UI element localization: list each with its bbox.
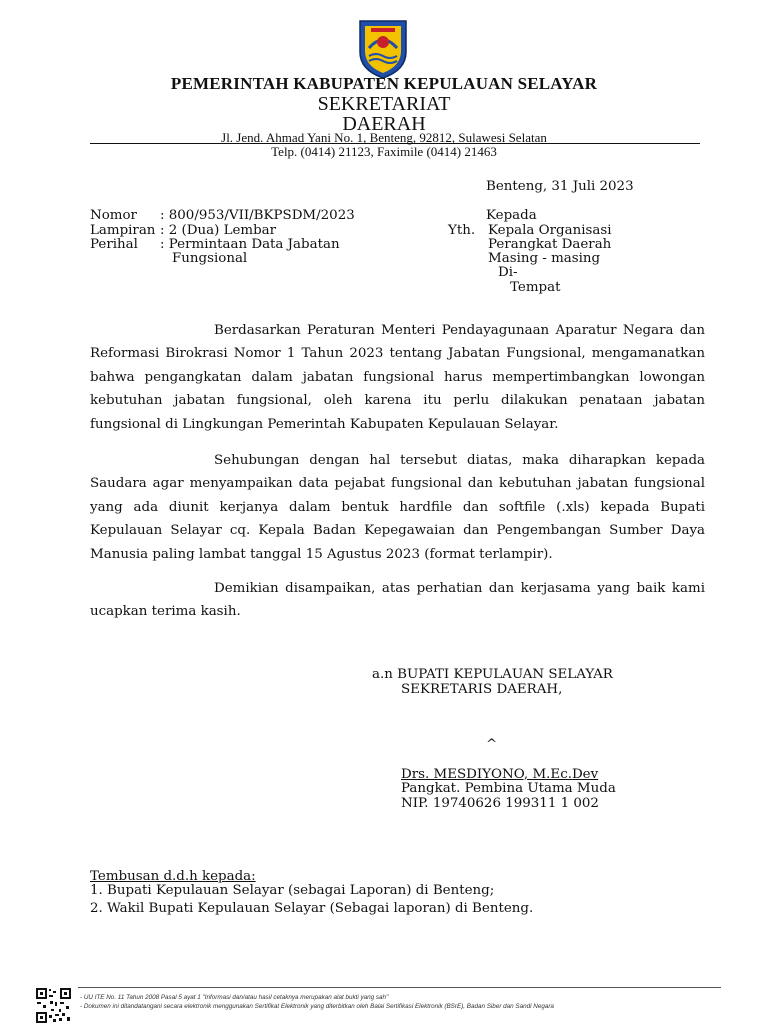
recipient-line2: Perangkat Daerah bbox=[488, 237, 612, 252]
office-name-line1: SEKRETARIAT bbox=[317, 93, 451, 115]
cc-item-1: 1. Bupati Kepulauan Selayar (sebagai Laporan) di Benteng; bbox=[90, 883, 495, 898]
signatory-name: Drs. MESDIYONO, M.Ec.Dev bbox=[401, 767, 599, 782]
footer-divider bbox=[78, 987, 721, 988]
lampiran-value: : 2 (Dua) Lembar bbox=[160, 223, 277, 238]
cc-item-2: 2. Wakil Bupati Kepulauan Selayar (Sebagai laporan) di Benteng. bbox=[90, 901, 534, 916]
place-date: Benteng, 31 Juli 2023 bbox=[486, 179, 634, 194]
nomor-value: : 800/953/VII/BKPSDM/2023 bbox=[160, 208, 355, 223]
signatory-rank: Pangkat. Pembina Utama Muda bbox=[401, 781, 616, 796]
recipient-line1: Kepala Organisasi bbox=[488, 223, 612, 238]
office-name-line2: DAERAH bbox=[342, 113, 426, 135]
nomor-label: Nomor bbox=[90, 208, 137, 223]
perihal-label: Perihal bbox=[90, 237, 138, 252]
perihal-value-2: Fungsional bbox=[172, 251, 248, 266]
government-name: PEMERINTAH KABUPATEN KEPULAUAN SELAYAR bbox=[170, 74, 598, 93]
recipient-yth: Yth. bbox=[448, 223, 476, 238]
footer-note-2: - Dokumen ini ditandatangani secara elektronik menggunakan Sertifikat Elektronik yang diterbitkan oleh Balai Sertifikasi Elektronik (BSrE), Badan Siber dan Sandi Negara bbox=[80, 1003, 554, 1010]
footer-note-1: - UU ITE No. 11 Tahun 2008 Pasal 5 ayat 1 "Informasi dan/atau hasil cetaknya merupakan alat bukti yang sah" bbox=[80, 994, 389, 1001]
recipient-line5: Tempat bbox=[510, 280, 561, 295]
recipient-line3: Masing - masing bbox=[488, 251, 601, 266]
body-paragraph-1: Berdasarkan Peraturan Menteri Pendayagunaan Aparatur Negara dan Reformasi Birokrasi Nomor 1 Tahun 2023 tentang Jabatan Fungsional, mengamanatkan bahwa pengangkatan dalam jabatan fungsional harus mempertimbangkan lowongan kebutuhan jabatan fungsional, oleh karena itu perlu dilakukan penataan jabatan fungsional di Lingkungan Pemerintah Kabupaten Kepulauan Selayar. bbox=[90, 323, 705, 432]
cc-heading: Tembusan d.d.h kepada: bbox=[90, 869, 256, 884]
perihal-value-1: : Permintaan Data Jabatan bbox=[160, 237, 340, 252]
office-address: Jl. Jend. Ahmad Yani No. 1, Benteng, 92812, Sulawesi Selatan bbox=[221, 130, 547, 145]
regency-emblem-icon bbox=[357, 18, 409, 80]
qr-code-icon bbox=[35, 987, 72, 1024]
office-phone: Telp. (0414) 21123, Faximile (0414) 21463 bbox=[271, 144, 497, 159]
signature-on-behalf: a.n BUPATI KEPULAUAN SELAYAR bbox=[372, 667, 613, 682]
body-paragraph-3: Demikian disampaikan, atas perhatian dan kerjasama yang baik kami ucapkan terima kasih. bbox=[90, 581, 705, 620]
body-paragraph-2: Sehubungan dengan hal tersebut diatas, maka diharapkan kepada Saudara agar menyampaikan data pejabat fungsional dan kebutuhan jabatan fungsional yang ada diunit kerjanya dalam bentuk hardfile dan softfile (.xls) kepada Bupati Kepulauan Selayar cq. Kepala Badan Kepegawaian dan Pengembangan Sumber Daya Manusia paling lambat tanggal 15 Agustus 2023 (format terlampir). bbox=[90, 453, 705, 562]
recipient-line4: Di- bbox=[498, 265, 518, 280]
signature-mark: ^ bbox=[486, 737, 498, 752]
lampiran-label: Lampiran bbox=[90, 223, 156, 238]
recipient-kepada: Kepada bbox=[486, 208, 537, 223]
signature-title: SEKRETARIS DAERAH, bbox=[401, 682, 563, 697]
signatory-nip: NIP. 19740626 199311 1 002 bbox=[401, 796, 599, 811]
